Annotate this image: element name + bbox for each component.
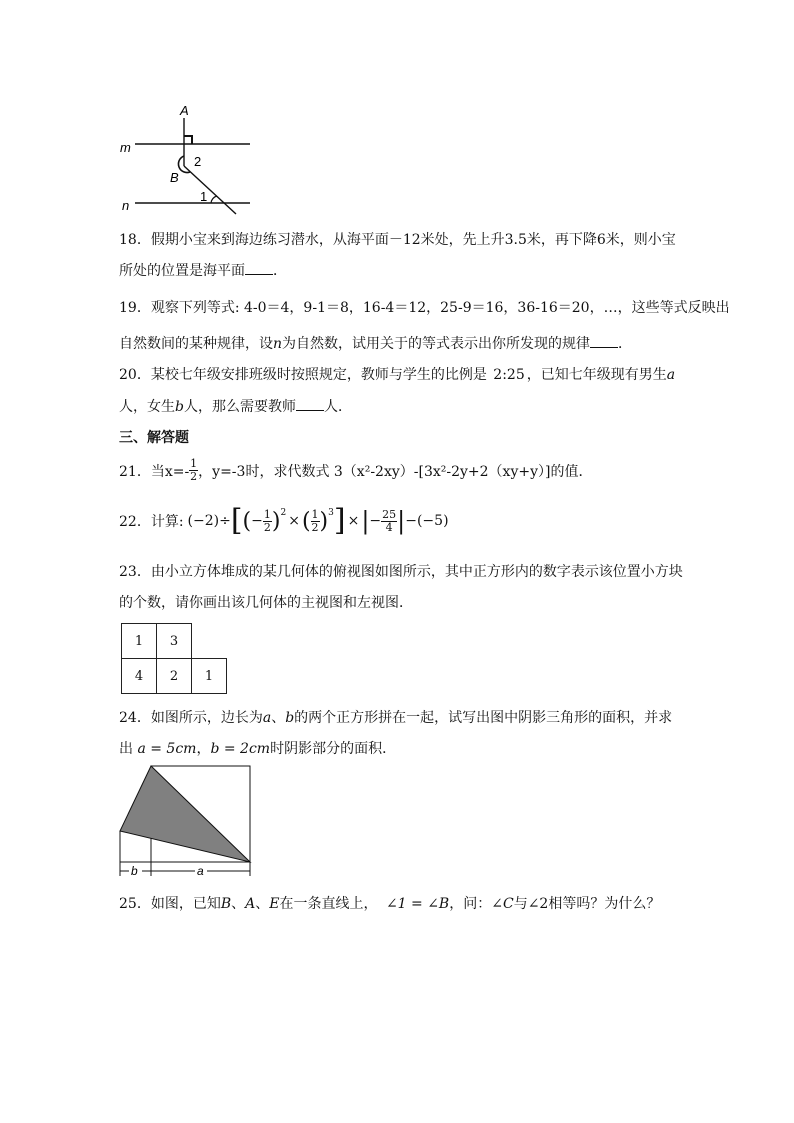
q20-text-d: 人，那么需要教师	[183, 399, 296, 415]
q19-text-b: 为自然数，试用关于的等式表示出你所发现的规律	[282, 336, 591, 352]
q20-text-a: 20．某校七年级安排班级时按照规定，教师与学生的比例是	[119, 367, 487, 383]
q22-part1: (−2)÷	[187, 513, 231, 529]
frac-numerator: 1	[311, 507, 319, 521]
exponent-1: 2	[280, 508, 287, 518]
label-m: m	[120, 140, 131, 155]
q22-fraction-1	[263, 509, 272, 534]
shaded-triangle	[120, 766, 250, 862]
minus-sign: −	[369, 513, 382, 529]
var-a: a	[666, 367, 676, 383]
question-19-line-2: 自然数间的某种规律，设n为自然数，试用关于的等式表示出你所发现的规律 ．	[119, 336, 633, 352]
dim-label-b: b	[131, 864, 138, 878]
label-2: 2	[194, 154, 202, 169]
var-b: b	[285, 710, 295, 726]
q20-ratio: 2:25	[493, 367, 525, 383]
question-23-line-2: 的个数，请你画出该几何体的主视图和左视图．	[119, 595, 413, 611]
exponent-2: 3	[328, 508, 334, 518]
q25-sep-2: 、	[255, 896, 270, 912]
question-18-line-1: 18．假期小宝来到海边练习潜水，从海平面－12米处，先上升3.5米，再下降6米，则小宝	[119, 232, 676, 248]
q25-sep-1: 、	[231, 896, 246, 912]
figure-two-squares	[115, 762, 255, 880]
abs-bar-left: |	[361, 507, 370, 535]
q24-comma: ，	[196, 741, 211, 757]
paren-right: )	[271, 508, 281, 534]
angle-2: ∠2	[527, 896, 549, 912]
grid-cell: 1	[121, 623, 157, 659]
slanted-line-B	[184, 166, 236, 214]
frac-denominator: 2	[190, 470, 198, 483]
angle-1-arc	[211, 196, 217, 203]
point-E: E	[269, 896, 280, 912]
question-20-line-1	[119, 364, 675, 384]
question-18-line-2: 所处的位置是海平面 ．	[119, 263, 287, 279]
q25-text-d: 与	[513, 896, 528, 912]
frac-denominator: 4	[385, 520, 393, 534]
question-21	[119, 458, 592, 483]
q18-text: 所处的位置是海平面	[119, 263, 245, 279]
question-19-line-1: 19．观察下列等式: 4-0＝4，9-1＝8，16-4＝12，25-9＝16，36-16＝20，…，这些等式反映出	[119, 300, 730, 316]
question-23-line-1: 23．由小立方体堆成的某几何体的俯视图如图所示，其中正方形内的数字表示该位置小方块	[119, 564, 683, 580]
figure-parallel-lines	[110, 100, 260, 220]
label-B: B	[170, 170, 179, 185]
q21-suffix: ，y=-3时，求代数式 3（x²-2xy）-[3x²-2y+2（xy+y）]的值．	[198, 463, 593, 480]
paren-left: (	[301, 508, 311, 534]
grid-cell: 1	[191, 658, 227, 694]
top-view-grid	[121, 623, 229, 693]
q25-text-a: 25．如图，已知	[119, 896, 221, 912]
q19-text-a: 自然数间的某种规律，设	[119, 336, 273, 352]
q22-tail: −(−5)	[405, 513, 449, 529]
question-25	[119, 893, 660, 913]
big-bracket-right: ]	[333, 503, 346, 538]
label-1: 1	[200, 189, 208, 204]
q24-text-c: 出	[119, 741, 138, 757]
q24-text-d: 时阴影部分的面积．	[270, 741, 397, 757]
frac-denominator: 2	[311, 520, 319, 534]
cond-a: a = 5cm	[137, 741, 197, 757]
cond-b: b = 2cm	[210, 741, 271, 757]
question-24-line-1	[119, 707, 672, 727]
q21-prefix: 21．当x=-	[119, 463, 190, 480]
question-22	[119, 504, 449, 538]
q24-sep: 、	[271, 710, 286, 726]
label-n: n	[122, 198, 130, 213]
q25-text-e: 相等吗？为什么？	[548, 896, 661, 912]
q22-fraction-3	[381, 509, 397, 534]
angle-equation: ∠1 = ∠B	[385, 896, 450, 912]
q21-fraction	[189, 458, 198, 483]
answer-blank	[245, 262, 273, 275]
grid-cell: 4	[121, 658, 157, 694]
right-angle-mark	[184, 136, 192, 144]
dim-label-a: a	[197, 864, 204, 878]
q25-text-c: ，问：	[449, 896, 492, 912]
frac-numerator: 1	[190, 457, 198, 470]
q20-text-e: 人．	[323, 399, 352, 415]
frac-denominator: 2	[263, 520, 271, 534]
times-1: ×	[288, 513, 300, 529]
var-b: b	[175, 399, 184, 415]
q24-text-b: 的两个正方形拼在一起，试写出图中阴影三角形的面积，并求	[294, 710, 673, 726]
big-bracket-left: [	[230, 503, 243, 538]
q25-text-b: 在一条直线上，	[279, 896, 378, 912]
angle-C: ∠C	[491, 896, 514, 912]
question-20-line-2	[119, 396, 352, 416]
paren-right: )	[319, 508, 329, 534]
answer-blank	[590, 335, 618, 348]
answer-blank	[296, 398, 324, 411]
section-title: 三、解答题	[119, 430, 189, 446]
frac-numerator: 1	[263, 507, 271, 521]
q20-text-c: 人，女生	[119, 399, 175, 415]
q24-text-a: 24．如图所示，边长为	[119, 710, 263, 726]
label-A: A	[180, 103, 189, 118]
point-A: A	[245, 896, 256, 912]
var-a: a	[262, 710, 272, 726]
times-2: ×	[347, 513, 360, 529]
minus-sign: −	[251, 513, 263, 529]
frac-numerator: 25	[382, 507, 397, 521]
point-B: B	[220, 896, 232, 912]
q22-label: 22．计算:	[119, 514, 184, 530]
var-n: n	[273, 336, 283, 352]
question-24-line-2	[119, 738, 396, 758]
paren-left: (	[242, 508, 252, 534]
grid-cell: 2	[156, 658, 192, 694]
abs-bar-right: |	[397, 507, 406, 535]
grid-cell: 3	[156, 623, 192, 659]
q20-text-b: ，已知七年级现有男生	[526, 367, 667, 383]
q22-fraction-2	[311, 509, 320, 534]
